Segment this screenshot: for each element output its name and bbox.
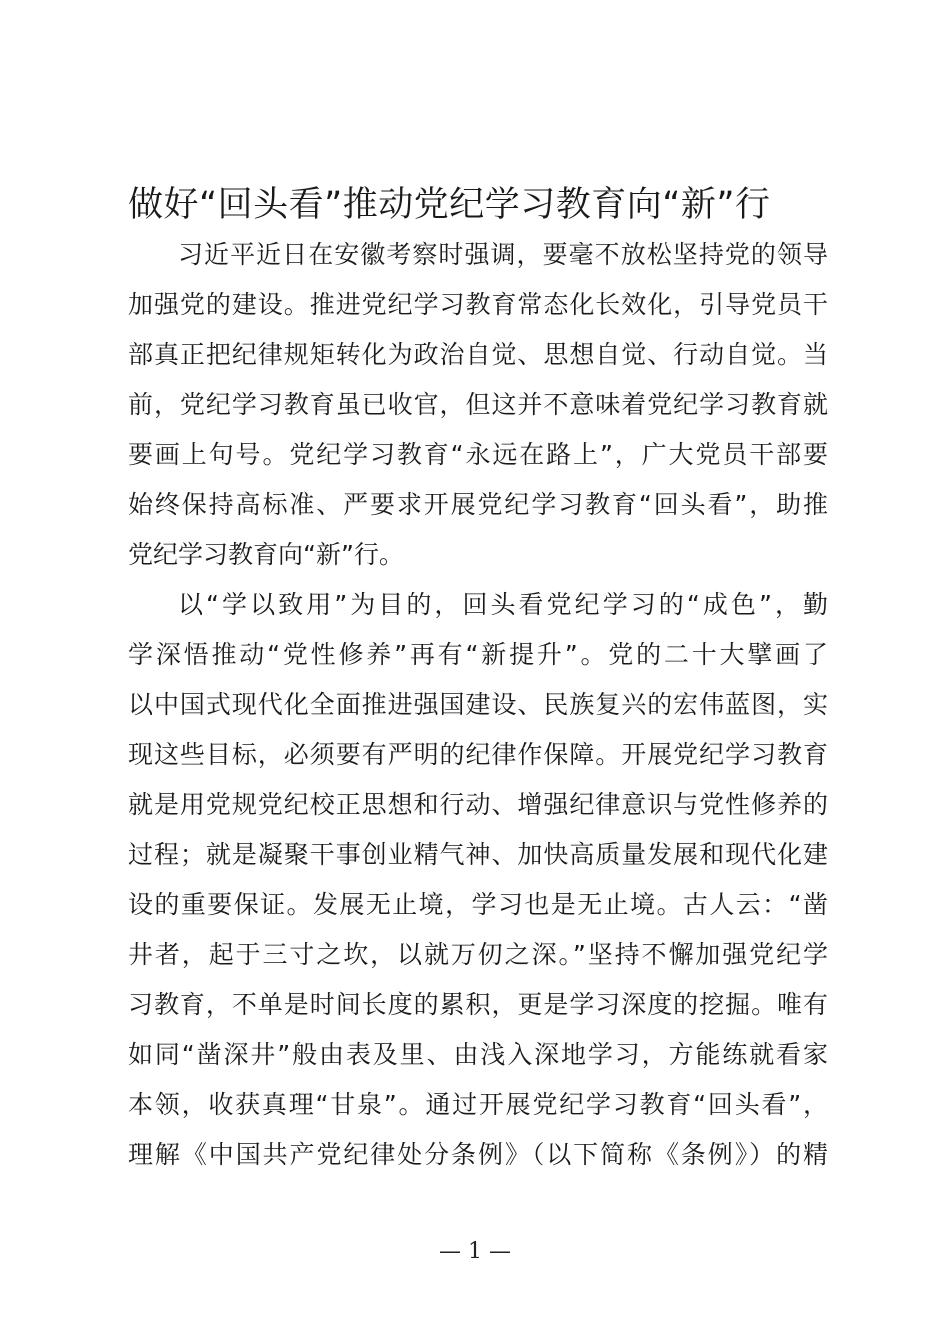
text-line: 前，党纪学习教育虽已收官，但这并不意味着党纪学习教育就 (128, 390, 828, 419)
text-line: 如同“凿深井”般由表及里、由浅入深地学习，方能练就看家 (128, 1040, 828, 1069)
text-line: 设的重要保证。发展无止境，学习也是无止境。古人云：“凿 (128, 890, 828, 919)
text-line: 本领，收获真理“甘泉”。通过开展党纪学习教育“回头看”， (128, 1090, 828, 1119)
text-line: 习教育，不单是时间长度的累积，更是学习深度的挖掘。唯有 (128, 990, 828, 1019)
text-line: 井者，起于三寸之坎，以就万仞之深。”坚持不懈加强党纪学 (128, 940, 828, 969)
text-line: 以“学以致用”为目的，回头看党纪学习的“成色”，勤 (178, 590, 828, 619)
text-line: 以中国式现代化全面推进强国建设、民族复兴的宏伟蓝图，实 (128, 690, 828, 719)
paragraph-2 (128, 580, 828, 1180)
text-line: 加强党的建设。推进党纪学习教育常态化长效化，引导党员干 (128, 290, 828, 319)
text-line: 过程；就是凝聚干事创业精气神、加快高质量发展和现代化建 (128, 840, 828, 869)
text-line: 部真正把纪律规矩转化为政治自觉、思想自觉、行动自觉。当 (128, 340, 828, 369)
text-line: 学深悟推动“党性修养”再有“新提升”。党的二十大擘画了 (128, 640, 828, 669)
text-line: 现这些目标，必须要有严明的纪律作保障。开展党纪学习教育 (128, 740, 828, 769)
document-title: 做好“回头看”推动党纪学习教育向“新”行 (128, 185, 771, 225)
text-line: 理解《中国共产党纪律处分条例》（以下简称《条例》）的精 (128, 1140, 828, 1169)
text-line: 要画上句号。党纪学习教育“永远在路上”，广大党员干部要 (128, 440, 828, 469)
text-line: 党纪学习教育向“新”行。 (128, 540, 404, 569)
page-number: — 1 — (439, 1239, 511, 1264)
text-line: 习近平近日在安徽考察时强调，要毫不放松坚持党的领导 (178, 240, 828, 269)
paragraph-1 (128, 230, 828, 580)
document-body (128, 230, 828, 1180)
text-line: 始终保持高标准、严要求开展党纪学习教育“回头看”，助推 (128, 490, 828, 519)
text-line: 就是用党规党纪校正思想和行动、增强纪律意识与党性修养的 (128, 790, 828, 819)
